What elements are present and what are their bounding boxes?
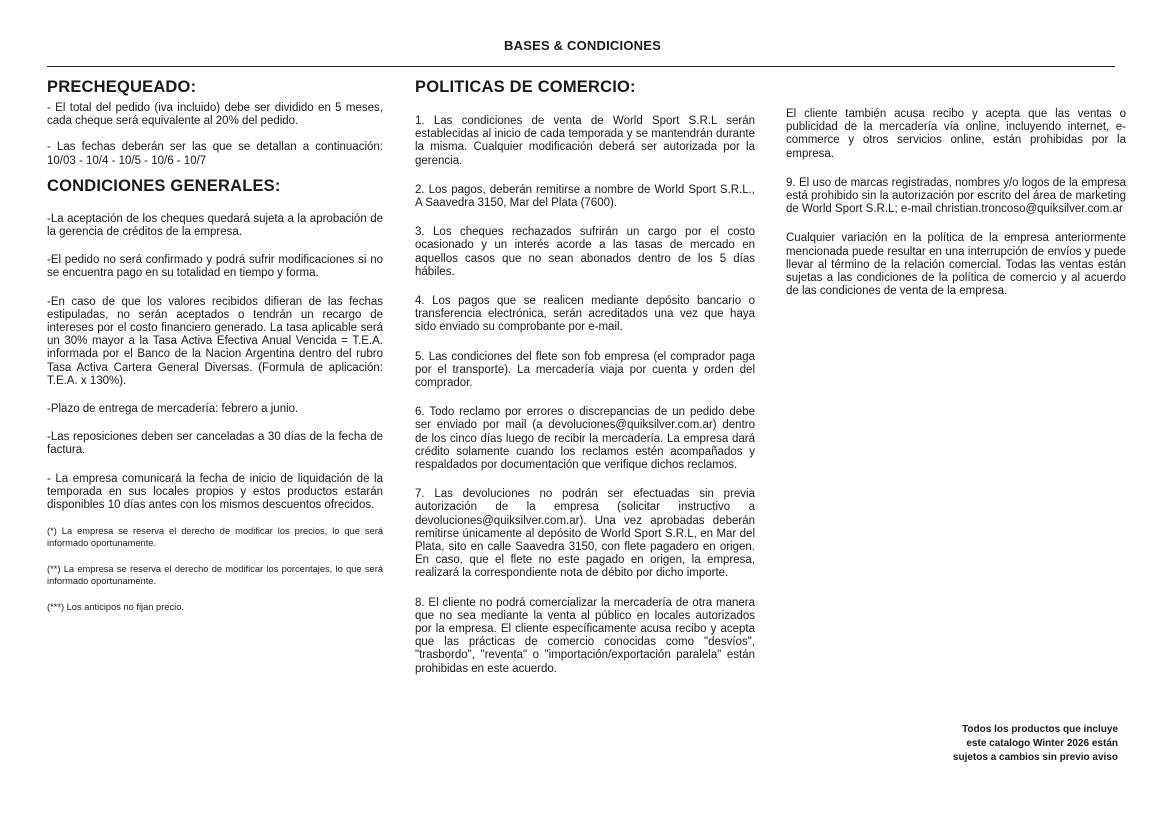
- left-column: [47, 78, 383, 614]
- condiciones-paragraph: -En caso de que los valores recibidos difieran de las fechas estipuladas, no serán aceptados o tendrán un recargo de intereses por el costo financiero generado. La tasa aplicable será un 30% mayor a la Tasa Activa Efectiva Anual Vencida = T.E.A. informada por el Banco de la Nacion Argentina dentro del rubro Tasa Activa Cartera General Diversas. (Formula de aplicación: T.E.A. x 130%).: [47, 295, 383, 387]
- middle-column: [415, 78, 755, 676]
- disclaimer-line: este catalogo Winter 2026 están: [966, 738, 1118, 749]
- politica-item: 3. Los cheques rechazados sufrirán un cargo por el costo ocasionado y un interés acorde a las tasas de mercado en aquellos casos que no sean abonados dentro de los 5 días hábiles.: [415, 226, 755, 278]
- politica-item: 4. Los pagos que se realicen mediante depósito bancario o transferencia electrónica, serán acreditados una vez que haya sido enviado su comprobante por e-mail.: [415, 295, 755, 334]
- right-column: [786, 108, 1126, 298]
- condiciones-paragraph: - La empresa comunicará la fecha de inicio de liquidación de la temporada en sus locales propios y estos productos estarán disponibles 10 días antes con los mismos descuentos ofrecidos.: [47, 472, 383, 511]
- politica-item: 2. Los pagos, deberán remitirse a nombre de World Sport S.R.L., A Saavedra 3150, Mar del Plata (7600).: [415, 183, 755, 209]
- prechequeado-heading: PRECHEQUEADO:: [47, 78, 197, 96]
- page-title: BASES & CONDICIONES: [504, 38, 661, 53]
- politica-item: 9. El uso de marcas registradas, nombres y/o logos de la empresa está prohibido sin la autorización por escrito del área de marketing de World Sport S.R.L; e-mail christian.troncoso@quiksilver.com.ar: [786, 176, 1126, 216]
- condiciones-paragraph: -El pedido no será confirmado y podrá sufrir modificaciones si no se encuentra pago en su totalidad en tiempo y forma.: [47, 254, 383, 280]
- condiciones-paragraph: -Plazo de entrega de mercadería: febrero a junio.: [47, 402, 299, 415]
- footnote: (***) Los anticipos no fijan precio.: [47, 602, 184, 613]
- politica-item: El cliente también acusa recibo y acepta que las ventas o publicidad de la mercadería vía online, incluyendo internet, e-commerce y otros servicios online, están prohibidas por la empresa.: [786, 108, 1126, 160]
- politicas-heading: POLITICAS DE COMERCIO:: [415, 78, 636, 96]
- footnote: (*) La empresa se reserva el derecho de modificar los precios, lo que será informado oportunamente.: [47, 526, 383, 548]
- politica-item: 5. Las condiciones del flete son fob empresa (el comprador paga por el transporte). La mercadería viaja por cuenta y orden del comprador.: [415, 350, 755, 390]
- disclaimer-line: sujetos a cambios sin previo aviso: [952, 752, 1118, 763]
- catalog-disclaimer: [900, 723, 1118, 765]
- condiciones-paragraph: -Las reposiciones deben ser canceladas a 30 días de la fecha de factura.: [47, 431, 383, 457]
- footnote: (**) La empresa se reserva el derecho de modificar los porcentajes, lo que será informado oportunamente.: [47, 564, 383, 586]
- header-divider: [47, 66, 1115, 67]
- politica-item: Cualquier variación en la política de la empresa anteriormente mencionada puede resultar en una interrupción de envíos y puede llevar al término de la relación comercial. Todas las ventas están sujetas a las condiciones de la política de comercio y al acuerdo de las condiciones de venta de la empresa.: [786, 232, 1126, 298]
- politica-item: 6. Todo reclamo por errores o discrepancias de un pedido debe ser enviado por mail (a devoluciones@quiksilver.com.ar) dentro de los cinco días luego de recibir la mercadería. La empresa dará crédito solamente cuando los reclamos estén acompañados y respaldados por documentación que verifique dichos reclamos.: [415, 406, 755, 472]
- disclaimer-line: Todos los productos que incluye: [962, 724, 1118, 735]
- condiciones-paragraph: -La aceptación de los cheques quedará sujeta a la aprobación de la gerencia de créditos de la empresa.: [47, 212, 383, 238]
- politica-item: 8. El cliente no podrá comercializar la mercadería de otra manera que no sea mediante la venta al público en locales autorizados por la empresa. El cliente específicamente acusa recibo y acepta que las prácticas de comercio conocidas como "desvíos", "trasbordo", "reventa" o "importación/exportación paralela" están prohibidas en este acuerdo.: [415, 596, 755, 675]
- prechequeado-paragraph: - El total del pedido (iva incluido) debe ser dividido en 5 meses, cada cheque será equivalente al 20% del pedido.: [47, 101, 383, 128]
- condiciones-generales-heading: CONDICIONES GENERALES:: [47, 176, 281, 195]
- prechequeado-paragraph: - Las fechas deberán ser las que se detallan a continuación: 10/03 - 10/4 - 10/5 - 10/6 - 10/7: [47, 141, 383, 167]
- politica-item: 1. Las condiciones de venta de World Sport S.R.L serán establecidas al inicio de cada temporada y se mantendrán durante la misma. Cualquier modificación deberá ser autorizada por la gerencia.: [415, 114, 755, 167]
- politica-item: 7. Las devoluciones no podrán ser efectuadas sin previa autorización de la empresa (solicitar instructivo a devoluciones@quiksilver.com.ar). Una vez aprobadas deberán remitirse únicamente al depósito de World Sport S.R.L, en Mar del Plata, sito en calle Saavedra 3150, con flete pagadero en origen. En caso, que el flete no este pagado en origen, la empresa, realizará la correspondiente nota de débito por dicho importe.: [415, 488, 755, 580]
